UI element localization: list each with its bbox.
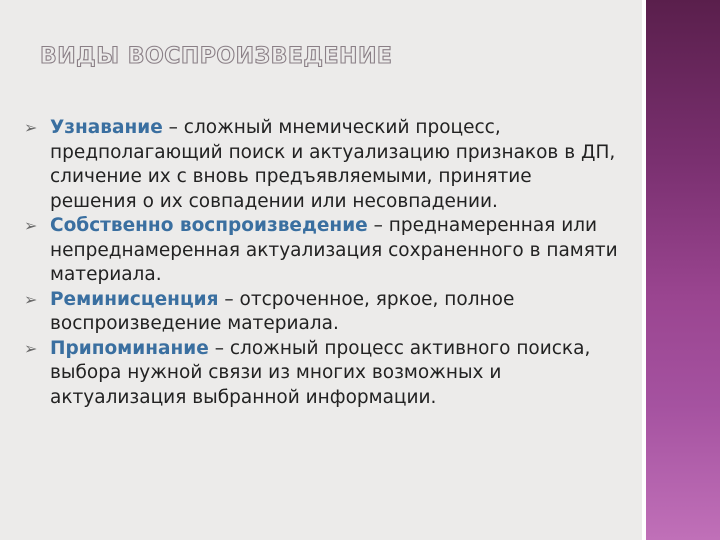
arrow-bullet-icon: ➢ [24, 289, 38, 309]
term-recall: Припоминание [50, 337, 209, 359]
definition-text: – отсроченное, яркое, полное воспроизведение материала. [50, 288, 515, 334]
term-reproduction: Собственно воспроизведение [50, 215, 368, 236]
definition-text: – сложный мнемический процесс, предполагающий поиск и актуализацию признаков в ДП, сличение их с вновь предъявляемыми, принятие решения о их совпадении или несовпадении. [50, 117, 616, 212]
decorative-stripe [642, 0, 720, 540]
list-item [24, 116, 624, 214]
term-reminiscence: Реминисценция [50, 288, 219, 310]
list-item [24, 337, 624, 411]
term-recognition: Узнавание [50, 117, 163, 138]
arrow-bullet-icon: ➢ [24, 338, 38, 358]
list-item [24, 288, 624, 337]
definition-text: – преднамеренная или непреднамеренная актуализация сохраненного в памяти материала. [50, 215, 618, 285]
slide-title: ВИДЫ ВОСПРОИЗВЕДЕНИЕ [40, 44, 393, 69]
arrow-bullet-icon: ➢ [24, 118, 38, 137]
definition-text: – сложный процесс активного поиска, выбора нужной связи из многих возможных и актуализация выбранной информации. [50, 337, 591, 408]
list-item [24, 214, 624, 288]
arrow-bullet-icon: ➢ [24, 216, 38, 235]
bullet-list [24, 116, 624, 410]
